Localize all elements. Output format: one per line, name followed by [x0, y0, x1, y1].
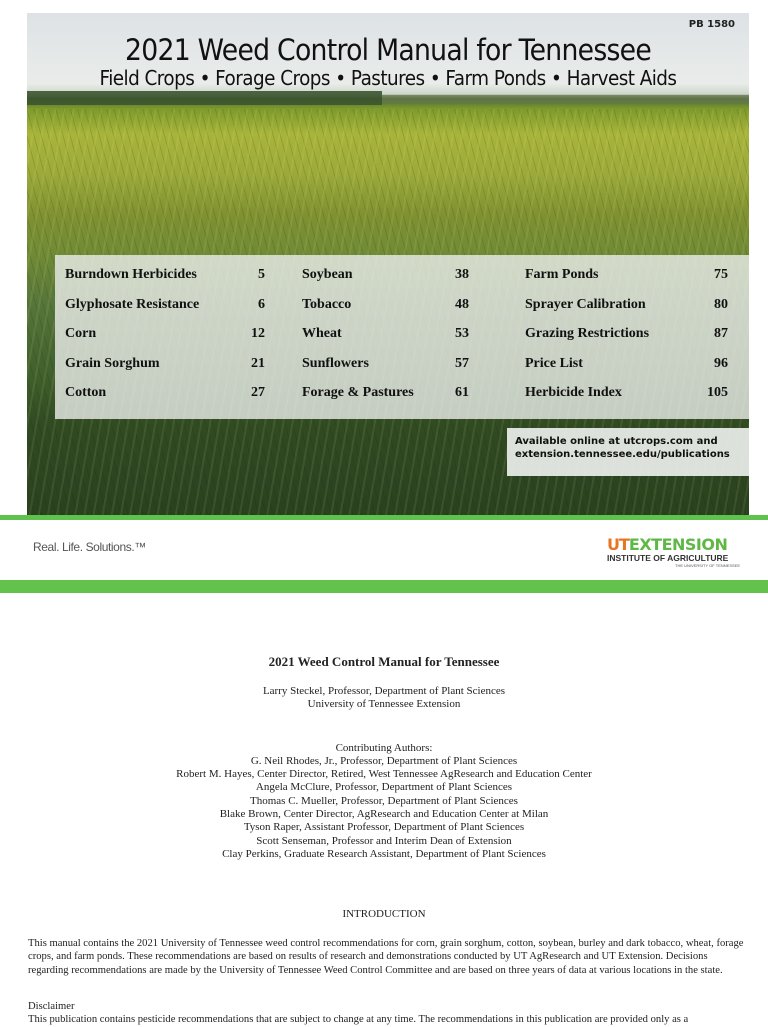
toc-label: Sunflowers	[302, 355, 369, 371]
toc-item[interactable]	[302, 326, 469, 356]
affiliation: University of Tennessee Extension	[307, 698, 461, 710]
treeline	[27, 91, 382, 105]
availability-link[interactable]: extension.tennessee.edu/publications	[515, 449, 730, 460]
toc-item[interactable]	[65, 356, 265, 386]
toc-label: Glyphosate Resistance	[65, 296, 200, 312]
toc-page: 61	[455, 385, 469, 400]
toc-page: 6	[258, 296, 265, 312]
logo-university: THE UNIVERSITY OF TENNESSEE	[675, 563, 740, 568]
document-title: 2021 Weed Control Manual for Tennessee	[268, 654, 500, 669]
treeline-distant	[382, 95, 749, 104]
cover-title: 2021 Weed Control Manual for Tennessee	[124, 33, 652, 67]
toc-item[interactable]	[65, 297, 265, 327]
logo-ut: UT	[607, 535, 629, 554]
toc-column	[525, 267, 728, 415]
cover-image	[27, 13, 749, 517]
toc-item[interactable]	[65, 267, 265, 297]
toc-page: 5	[258, 267, 265, 282]
green-divider	[0, 515, 768, 520]
toc-page: 80	[714, 296, 728, 312]
toc-item[interactable]	[525, 326, 728, 356]
toc-item[interactable]	[525, 267, 728, 297]
contributor: G. Neil Rhodes, Jr., Professor, Department of Plant Sciences	[250, 755, 518, 767]
disclaimer	[28, 1000, 768, 1027]
cover-subtitle: Field Crops • Forage Crops • Pastures • Farm Ponds • Harvest Aids	[99, 66, 677, 90]
toc-item[interactable]	[525, 356, 728, 386]
contributor: Scott Senseman, Professor and Interim Dean of Extension	[256, 835, 512, 847]
toc-page: 38	[455, 267, 469, 282]
contributor: Robert M. Hayes, Center Director, Retired, West Tennessee AgResearch and Education Center	[176, 768, 592, 780]
toc-item[interactable]	[525, 385, 728, 415]
toc-page: 12	[251, 326, 265, 341]
toc-label: Forage & Pastures	[302, 385, 414, 400]
contributor: Angela McClure, Professor, Department of Plant Sciences	[255, 781, 513, 793]
toc-page: 96	[714, 355, 728, 371]
toc-label: Wheat	[302, 326, 342, 341]
toc-item[interactable]	[302, 356, 469, 386]
logo-institute: INSTITUTE OF AGRICULTURE	[607, 553, 729, 563]
toc-page: 27	[251, 385, 265, 400]
toc-page: 53	[455, 326, 469, 341]
toc-label: Grain Sorghum	[65, 355, 160, 371]
toc-item[interactable]	[525, 297, 728, 327]
toc-item[interactable]	[302, 297, 469, 327]
toc-item[interactable]	[65, 326, 265, 356]
publication-number: PB 1580	[688, 19, 735, 30]
toc-column	[65, 267, 265, 415]
table-of-contents	[55, 255, 749, 419]
toc-label: Grazing Restrictions	[525, 326, 650, 341]
toc-label: Sprayer Calibration	[525, 296, 646, 312]
tagline: Real. Life. Solutions.™	[33, 540, 146, 554]
contributor: Thomas C. Mueller, Professor, Department of Plant Sciences	[250, 795, 518, 807]
contributors-heading: Contributing Authors:	[335, 742, 433, 754]
introduction-heading: INTRODUCTION	[342, 908, 426, 920]
green-bar	[0, 580, 768, 593]
toc-page: 21	[251, 355, 265, 371]
toc-label: Corn	[65, 326, 97, 341]
toc-label: Price List	[525, 355, 583, 371]
disclaimer-heading: Disclaimer	[28, 1001, 75, 1012]
contributor: Blake Brown, Center Director, AgResearch and Education Center at Milan	[219, 808, 549, 820]
toc-page: 75	[714, 267, 728, 282]
toc-item[interactable]	[302, 267, 469, 297]
toc-page: 57	[455, 355, 469, 371]
toc-item[interactable]	[302, 385, 469, 415]
toc-column	[302, 267, 469, 415]
contributor: Tyson Raper, Assistant Professor, Department of Plant Sciences	[243, 821, 525, 833]
toc-label: Soybean	[302, 267, 353, 282]
lead-author: Larry Steckel, Professor, Department of Plant Sciences	[262, 685, 506, 697]
toc-page: 48	[455, 296, 469, 312]
contributor: Clay Perkins, Graduate Research Assistant, Department of Plant Sciences	[222, 848, 546, 860]
toc-label: Tobacco	[302, 296, 352, 312]
toc-page: 87	[714, 326, 728, 341]
logo-extension: EXTENSION	[628, 535, 728, 554]
disclaimer-text: This publication contains pesticide recommendations that are subject to change at any time. The recommendations in this publication are provided only as a	[28, 1014, 689, 1026]
toc-label: Farm Ponds	[525, 267, 599, 282]
introduction-text: This manual contains the 2021 University of Tennessee weed control recommendations for corn, grain sorghum, cotton, soybean, burley and dark tobacco, wheat, forage crops, and farm ponds. These recommendations are based on results of research and demonstrations conducted by UT AgResearch and UT Extension. Decisions regarding recommendations are made by the University of Tennessee Weed Control Committee and are based on three years of data at various locations in the state.	[28, 938, 744, 976]
toc-page: 105	[707, 385, 728, 400]
toc-label: Cotton	[65, 385, 107, 400]
toc-label: Herbicide Index	[525, 385, 622, 400]
toc-item[interactable]	[65, 385, 265, 415]
ut-extension-logo	[607, 535, 740, 568]
availability-line: Available online at utcrops.com and	[515, 436, 718, 447]
toc-label: Burndown Herbicides	[65, 267, 197, 282]
availability-note	[507, 428, 749, 476]
